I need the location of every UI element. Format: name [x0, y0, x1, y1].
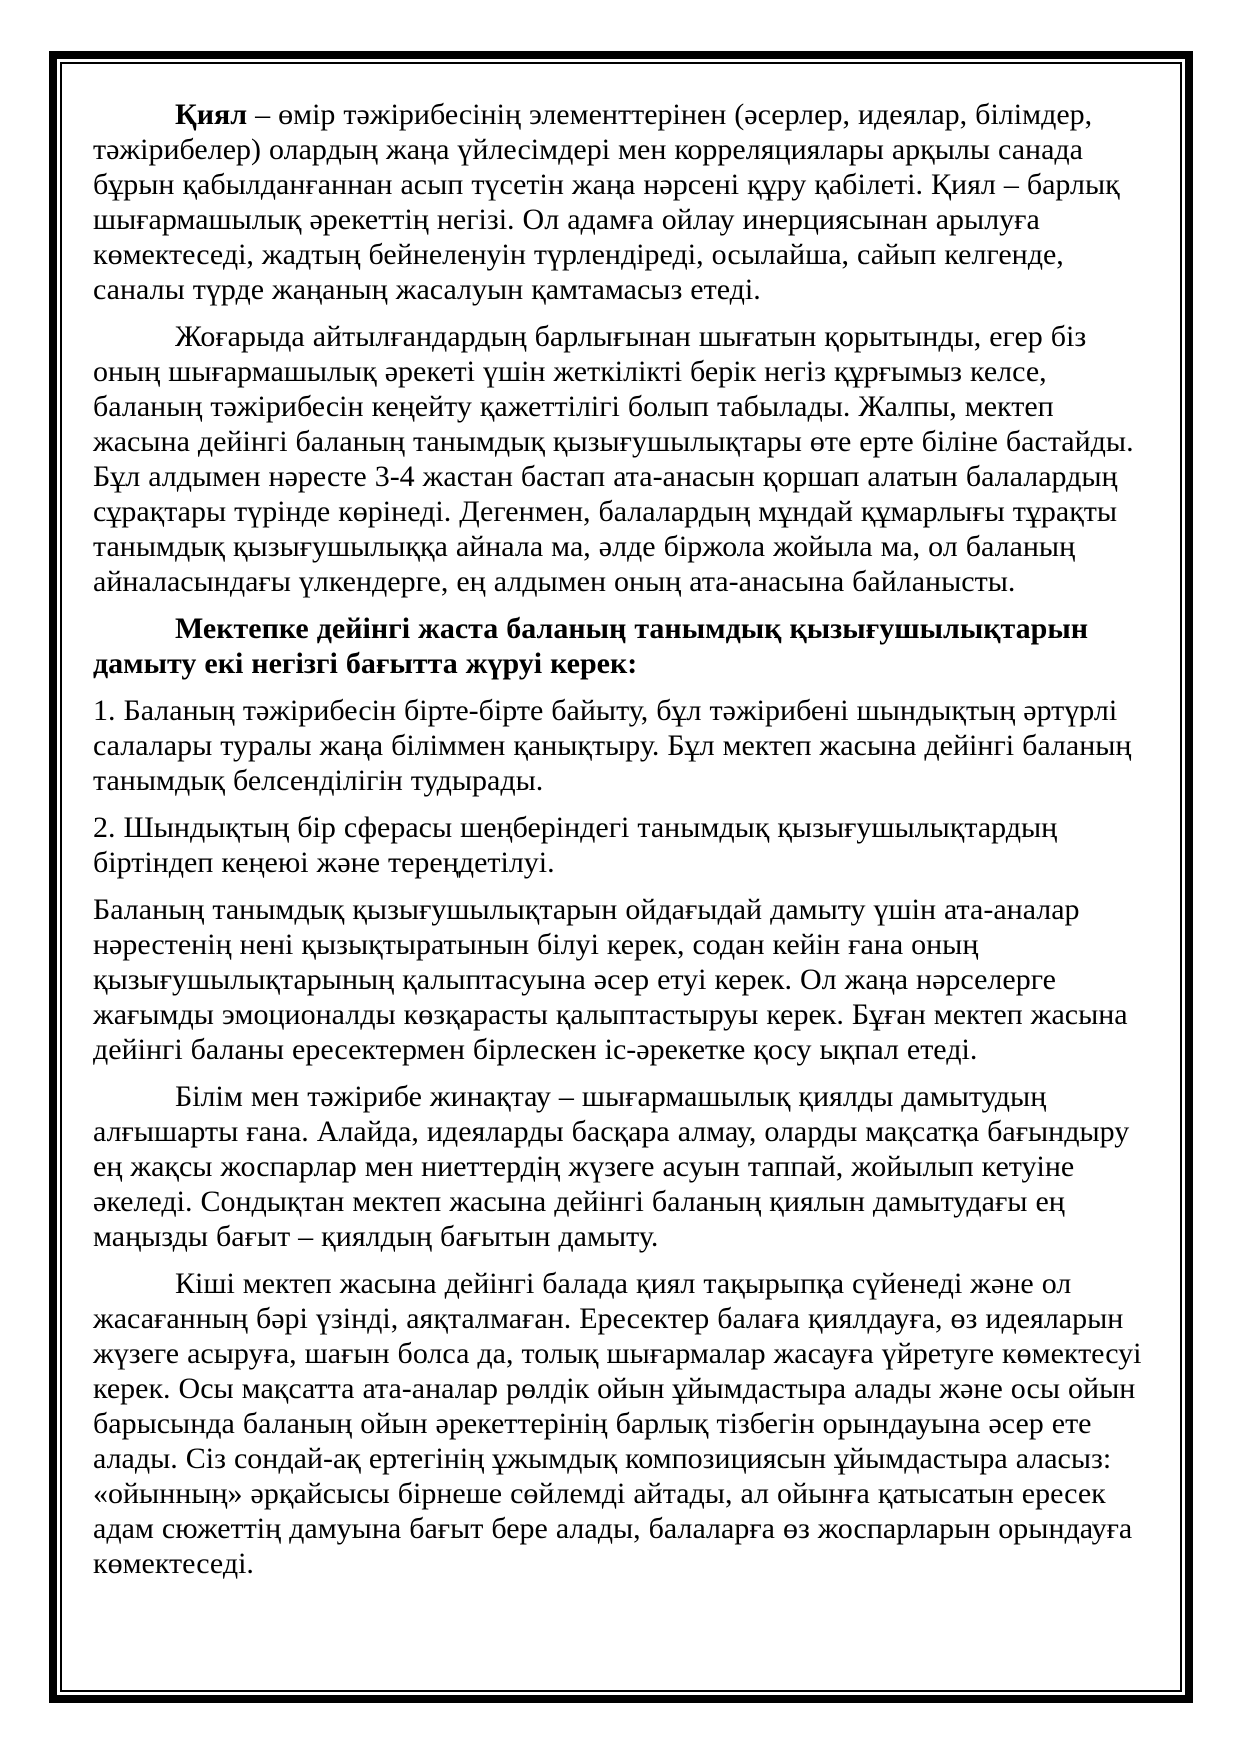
heading-two-directions: Мектепке дейінгі жаста баланың танымдық қызығушылықтарын дамыту екі негізгі бағытта жүруі керек: [93, 612, 1089, 680]
para-parents-role: Баланың танымдық қызығушылықтарын ойдағыдай дамыту үшін ата-аналар нәрестенің нені қызықтыратынын білуі керек, содан кейін ғана оның қызығушылықтарының қалыптасуына әсер етуі керек. Ол жаңа нәрселерге жағымды эмоционалды көзқарасты қалыптастыруы керек. Бұған мектеп жасына дейінгі баланы ересектермен бірлескен іс-әрекетке қосу ықпал етеді. [93, 893, 1128, 1066]
para-imagination-definition: Қиял – өмір тәжірибесінің элементтерінен (әсерлер, идеялар, білімдер, тәжірибелер) олардың жаңа үйлесімдері мен корреляциялары арқылы санада бұрын қабылданғаннан асып түсетін жаңа нәрсені құру қабілеті. Қиял – барлық шығармашылық әрекеттің негізі. Ол адамға ойлау инерциясынан арылуға көмектеседі, жадтың бейнеленуін түрлендіреді, осылайша, сайып келгенде, саналы түрде жаңаның жасалуын қамтамасыз етеді. [93, 98, 1120, 306]
list-item-2: 2. Шындықтың бір сферасы шеңберіндегі танымдық қызығушылықтардың біртіндеп кеңеюі және тереңдетілуі. [93, 811, 1058, 879]
document-body [93, 97, 1149, 1593]
para-younger-preschooler-imagination: Кіші мектеп жасына дейінгі балада қиял тақырыпқа сүйенеді және ол жасағанның бәрі үзінді, аяқталмаған. Ересектер балаға қиялдауға, өз идеяларын жүзеге асыруға, шағын болса да, толық шығармалар жасауға үйретуге көмектесуі керек. Осы мақсатта ата-аналар рөлдік ойын ұйымдастыра алады және осы ойын барысында баланың ойын әрекеттерінің барлық тізбегін орындауына әсер ете алады. Сіз сондай-ақ ертегінің ұжымдық композициясын ұйымдастыра аласыз: «ойынның» әрқайсысы бірнеше сөйлемді айтады, ал ойынға қатысатын ересек адам сюжеттің дамуына бағыт бере алады, балаларға өз жоспарларын орындауға көмектеседі. [93, 1267, 1142, 1580]
para-conclusion-experience: Жоғарыда айтылғандардың барлығынан шығатын қорытынды, егер біз оның шығармашылық әрекеті үшін жеткілікті берік негіз құрғымыз келсе, баланың тәжірибесін кеңейту қажеттілігі болып табылады. Жалпы, мектеп жасына дейінгі баланың танымдық қызығушылықтары өте ерте біліне бастайды. Бұл алдымен нәресте 3-4 жастан бастап ата-анасын қоршап алатын балалардың сұрақтары түрінде көрінеді. Дегенмен, балалардың мұндай құмарлығы тұрақты танымдық қызығушылыққа айнала ма, әлде біржола жойыла ма, ол баланың айналасындағы үлкендерге, ең алдымен оның ата-анасына байланысты. [93, 320, 1134, 598]
list-item-1: 1. Баланың тәжірибесін бірте-бірте байыту, бұл тәжірибені шындықтың әртүрлі салалары туралы жаңа біліммен қанықтыру. Бұл мектеп жасына дейінгі баланың танымдық белсенділігін тудырады. [93, 694, 1132, 797]
term-emphasis: Қиял [175, 98, 248, 131]
para-knowledge-accumulation: Білім мен тәжірибе жинақтау – шығармашылық қиялды дамытудың алғышарты ғана. Алайда, идеяларды басқара алмау, оларды мақсатқа бағындыру ең жақсы жоспарлар мен ниеттердің жүзеге асуын таппай, жойылып кетуіне әкеледі. Сондықтан мектеп жасына дейінгі баланың қиялын дамытудағы ең маңызды бағыт – қиялдың бағытын дамыту. [93, 1080, 1130, 1253]
